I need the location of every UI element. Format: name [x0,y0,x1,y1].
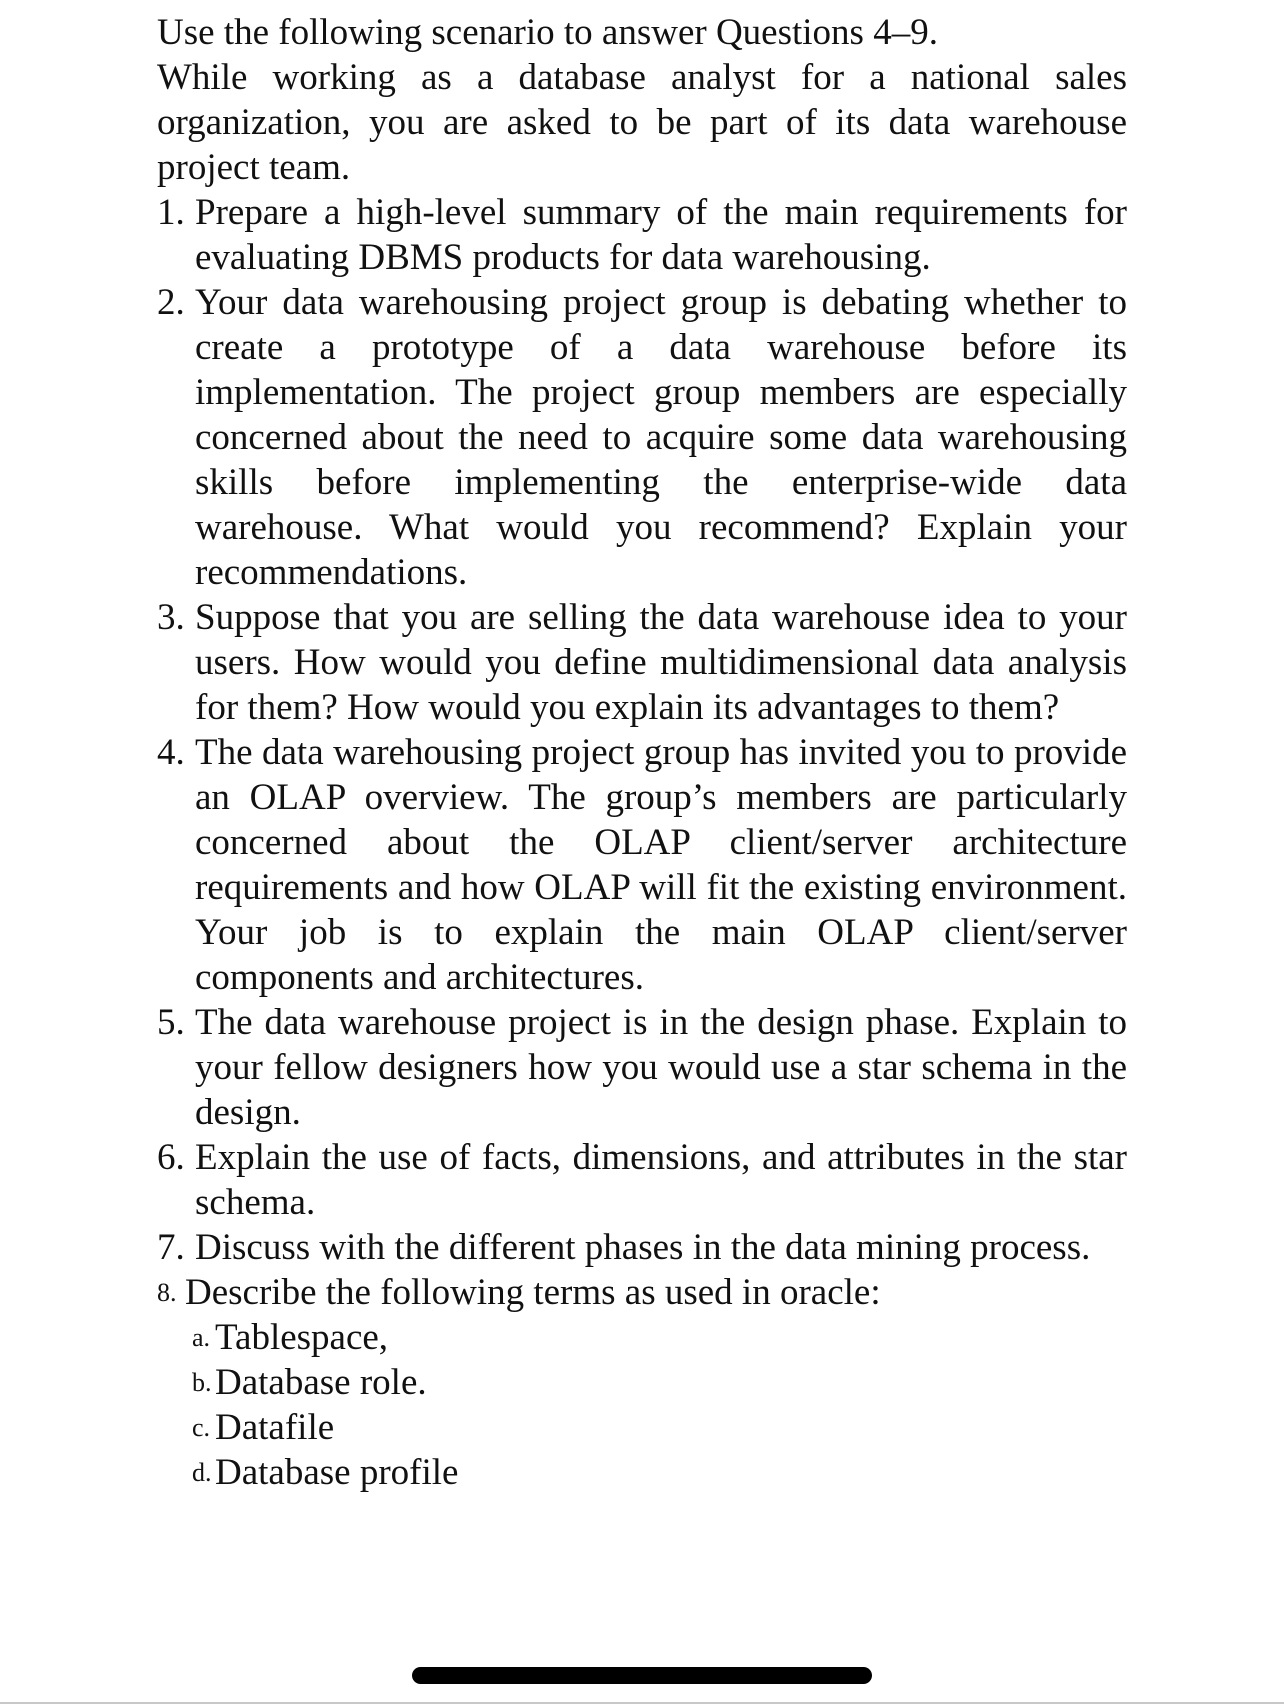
question-text: Discuss with the different phases in the data mining process. [195,1227,1091,1268]
question-text: The data warehousing project group has invited you to provide an OLAP overview. The group’s members are particularly concerned about the OLAP client/server architecture requirements and how OLAP will fit the existing environment. Your job is to explain the main OLAP client/server components and architectures. [195,732,1127,998]
term-item [157,1405,1127,1450]
question-number: 6. [157,1137,185,1178]
term-letter: b. [192,1368,212,1397]
question-number: 5. [157,1002,185,1043]
bottom-divider [0,1702,1284,1704]
question-4 [157,730,1127,1000]
question-1 [157,190,1127,280]
question-number: 7. [157,1227,185,1268]
term-letter: a. [192,1323,211,1352]
question-3 [157,595,1127,730]
question-list [157,190,1127,1315]
intro-heading: Use the following scenario to answer Questions 4–9. [157,12,938,53]
term-text: Datafile [215,1407,335,1448]
question-number: 2. [157,282,185,323]
question-number: 4. [157,732,185,773]
term-item [157,1315,1127,1360]
question-5 [157,1000,1127,1135]
question-2 [157,280,1127,595]
question-text: Prepare a high-level summary of the main requirements for evaluating DBMS products for data warehousing. [195,192,1127,278]
question-number: 3. [157,597,185,638]
question-6 [157,1135,1127,1225]
home-indicator-bar[interactable] [412,1667,872,1684]
question-text: Your data warehousing project group is debating whether to create a prototype of a data warehouse before its implementation. The project group members are especially concerned about the need to acquire some data warehousing skills before implementing the enterprise-wide data warehouse. What would you recommend? Explain your recommendations. [195,282,1127,593]
term-item [157,1360,1127,1405]
term-text: Tablespace, [215,1317,389,1358]
term-letter: d. [192,1458,212,1487]
term-text: Database profile [215,1452,459,1493]
question-text: Describe the following terms as used in oracle: [185,1272,881,1313]
question-number: 1. [157,192,185,233]
term-letter: c. [192,1413,211,1442]
question-number: 8. [157,1278,177,1307]
document-page [157,10,1127,1495]
question-text: Suppose that you are selling the data warehouse idea to your users. How would you define multidimensional data analysis for them? How would you explain its advantages to them? [195,597,1127,728]
question-text: Explain the use of facts, dimensions, and attributes in the star schema. [195,1137,1127,1223]
scenario-paragraph: While working as a database analyst for a national sales organization, you are asked to be part of its data warehouse project team. [157,57,1127,188]
question-8 [157,1270,1127,1315]
question-text: The data warehouse project is in the design phase. Explain to your fellow designers how you would use a star schema in the design. [195,1002,1127,1133]
term-text: Database role. [215,1362,427,1403]
question-7 [157,1225,1127,1270]
oracle-terms-list [157,1315,1127,1495]
term-item [157,1450,1127,1495]
